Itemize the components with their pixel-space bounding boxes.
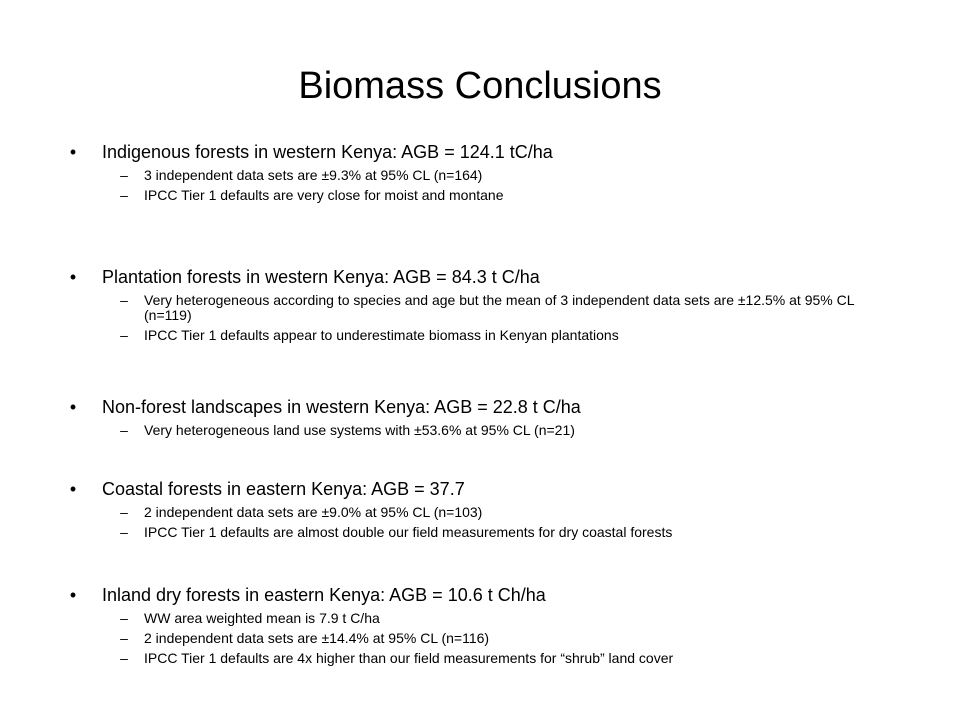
sub-bullet-list xyxy=(66,611,926,666)
sub-bullet-item xyxy=(66,525,926,540)
sub-bullet-text: IPCC Tier 1 defaults appear to underestimate biomass in Kenyan plantations xyxy=(144,327,619,343)
sub-bullet-item xyxy=(66,505,926,520)
bullet-item-inland-dry xyxy=(66,584,926,671)
sub-bullet-text: 3 independent data sets are ±9.3% at 95% CL (n=164) xyxy=(144,167,483,183)
sub-bullet-text: WW area weighted mean is 7.9 t C/ha xyxy=(144,610,380,626)
dash-icon: – xyxy=(120,504,128,520)
sub-bullet-text: IPCC Tier 1 defaults are very close for moist and montane xyxy=(144,187,504,203)
bullet-dot-icon: • xyxy=(69,142,77,162)
sub-bullet-list xyxy=(66,505,926,540)
sub-bullet-item xyxy=(66,651,926,666)
bullet-item-coastal xyxy=(66,478,926,545)
sub-bullet-list xyxy=(66,293,926,343)
dash-icon: – xyxy=(120,650,128,666)
sub-bullet-text: 2 independent data sets are ±9.0% at 95% CL (n=103) xyxy=(144,504,483,520)
sub-bullet-list xyxy=(66,423,926,438)
sub-bullet-item xyxy=(66,188,926,203)
dash-icon: – xyxy=(120,422,128,438)
sub-bullet-item xyxy=(66,328,926,343)
dash-icon: – xyxy=(120,630,128,646)
bullet-text: Inland dry forests in eastern Kenya: AGB = 10.6 t Ch/ha xyxy=(102,585,546,605)
sub-bullet-text: Very heterogeneous according to species and age but the mean of 3 independent data sets are ±12.5% at 95% CL (n=119) xyxy=(144,292,854,323)
bullet-dot-icon: • xyxy=(69,267,77,287)
dash-icon: – xyxy=(120,292,128,308)
bullet-item-plantation xyxy=(66,266,926,348)
dash-icon: – xyxy=(120,327,128,343)
dash-icon: – xyxy=(120,610,128,626)
sub-bullet-text: IPCC Tier 1 defaults are 4x higher than our field measurements for “shrub” land cover xyxy=(144,650,674,666)
bullet-item-indigenous xyxy=(66,141,926,208)
sub-bullet-text: Very heterogeneous land use systems with ±53.6% at 95% CL (n=21) xyxy=(144,422,575,438)
sub-bullet-item xyxy=(66,631,926,646)
sub-bullet-text: IPCC Tier 1 defaults are almost double our field measurements for dry coastal forests xyxy=(144,524,673,540)
dash-icon: – xyxy=(120,187,128,203)
dash-icon: – xyxy=(120,167,128,183)
bullet-dot-icon: • xyxy=(69,585,77,605)
sub-bullet-item xyxy=(66,168,926,183)
slide-title: Biomass Conclusions xyxy=(298,65,662,107)
sub-bullet-item xyxy=(66,611,926,626)
bullet-text: Non-forest landscapes in western Kenya: AGB = 22.8 t C/ha xyxy=(102,397,581,417)
sub-bullet-item xyxy=(66,293,926,323)
sub-bullet-item xyxy=(66,423,926,438)
bullet-dot-icon: • xyxy=(69,479,77,499)
bullet-text: Indigenous forests in western Kenya: AGB = 124.1 tC/ha xyxy=(102,142,553,162)
sub-bullet-list xyxy=(66,168,926,203)
bullet-dot-icon: • xyxy=(69,397,77,417)
bullet-item-non-forest xyxy=(66,396,926,443)
bullet-text: Coastal forests in eastern Kenya: AGB = 37.7 xyxy=(102,479,465,499)
bullet-text: Plantation forests in western Kenya: AGB = 84.3 t C/ha xyxy=(102,267,540,287)
sub-bullet-text: 2 independent data sets are ±14.4% at 95% CL (n=116) xyxy=(144,630,490,646)
dash-icon: – xyxy=(120,524,128,540)
